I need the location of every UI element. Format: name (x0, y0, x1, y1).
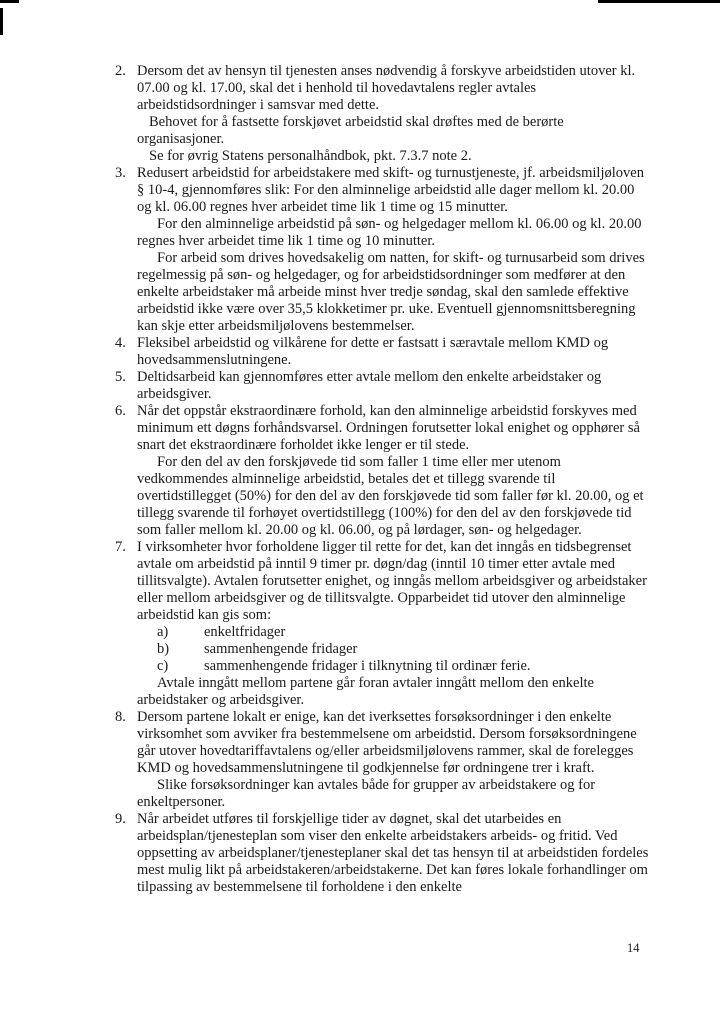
list-item-3 (115, 165, 649, 335)
paragraph: For den alminnelige arbeidstid på søn- og helgedager mellom kl. 06.00 og kl. 20.00 regnes hver arbeidet time lik 1 time og 10 minutter. (137, 216, 642, 249)
scan-artifact-top-left-horizontal (0, 0, 19, 3)
list-item-number: 8. (115, 709, 126, 725)
paragraph: Fleksibel arbeidstid og vilkårene for dette er fastsatt i særavtale mellom KMD og hovedsammenslutningene. (137, 335, 609, 368)
paragraph: Behovet for å fastsette forskjøvet arbeidstid skal drøftes med de berørte organisasjoner. (137, 114, 564, 147)
paragraph: Se for øvrig Statens personalhåndbok, pkt. 7.3.7 note 2. (149, 148, 472, 164)
sublist-item-a (137, 624, 649, 641)
document-body (115, 63, 649, 896)
sublist-item-b (137, 641, 649, 658)
list-item-9 (115, 811, 649, 896)
sublist-label: a) (157, 624, 169, 640)
list-item-number: 9. (115, 811, 126, 827)
list-item-number: 6. (115, 403, 126, 419)
paragraph: Avtale inngått mellom partene går foran avtaler inngått mellom den enkelte arbeidstaker og arbeidsgiver. (137, 675, 594, 708)
page-number: 14 (627, 941, 640, 955)
paragraph: Redusert arbeidstid for arbeidstakere med skift- og turnustjeneste, jf. arbeidsmiljøloven § 10-4, gjennomføres slik: For den alminnelige arbeidstid alle dager mellom kl. 20.00 og kl. 06.00 regnes hver arbeidet time lik 1 time og 15 minutter. (137, 165, 644, 215)
sublist-text: sammenhengende fridager i tilknytning til ordinær ferie. (204, 658, 531, 674)
list-item-2 (115, 63, 649, 165)
sublist-text: enkeltfridager (204, 624, 286, 640)
paragraph: For den del av den forskjøvede tid som faller 1 time eller mer utenom vedkommendes alminnelige arbeidstid, betales det et tillegg svarende til overtidstillegget (50%) for den del av den forskjøvede tid som faller før kl. 20.00, og et tillegg svarende til forhøyet overtidstillegg (100%) for den del av den forskjøvede tid som faller mellom kl. 20.00 og kl. 06.00, og på lørdager, søn- og helgedager. (137, 454, 644, 538)
list-item-number: 4. (115, 335, 126, 351)
paragraph: Når arbeidet utføres til forskjellige tider av døgnet, skal det utarbeides en arbeidsplan/tjenesteplan som viser den enkelte arbeidstakers arbeids- og fritid. Ved oppsetting av arbeidsplaner/tjenesteplaner skal det tas hensyn til at arbeidstiden fordeles mest mulig likt på arbeidstakeren/arbeidstakerne. Det kan føres lokale forhandlinger om tilpassing av bestemmelsene til forholdene i den enkelte (137, 811, 649, 895)
sublist-label: b) (157, 641, 170, 657)
paragraph: For arbeid som drives hovedsakelig om natten, for skift- og turnusarbeid som drives regelmessig på søn- og helgedager, og for arbeidstidsordninger som medfører at den enkelte arbeidstaker må arbeide minst hver tredje søndag, skal den samlede effektive arbeidstid ikke være over 35,5 klokketimer pr. uke. Eventuell gjennomsnittsberegning kan skje etter arbeidsmiljølovens bestemmelser. (137, 250, 645, 334)
list-item-number: 5. (115, 369, 126, 385)
list-item-number: 3. (115, 165, 126, 181)
paragraph: Dersom partene lokalt er enige, kan det iverksettes forsøksordninger i den enkelte virksomhet som avviker fra bestemmelsene om arbeidstid. Dersom forsøksordningene går utover hovedtariffavtalens og/eller arbeidsmiljølovens rammer, skal de forelegges KMD og hovedsammenslutningene til godkjennelse før ordningene trer i kraft. (137, 709, 637, 776)
list-item-number: 2. (115, 63, 126, 79)
list-item-7 (115, 539, 649, 709)
list-item-8 (115, 709, 649, 811)
paragraph: Deltidsarbeid kan gjennomføres etter avtale mellom den enkelte arbeidstaker og arbeidsgiver. (137, 369, 602, 402)
paragraph: Slike forsøksordninger kan avtales både for grupper av arbeidstakere og for enkeltpersoner. (137, 777, 596, 810)
sublist-item-c (137, 658, 649, 675)
paragraph: Når det oppstår ekstraordinære forhold, kan den alminnelige arbeidstid forskyves med minimum ett døgns forhåndsvarsel. Ordningen forutsetter lokal enighet og opphører så snart det ekstraordinære forholdet ikke lenger er til stede. (137, 403, 640, 453)
paragraph: I virksomheter hvor forholdene ligger til rette for det, kan det inngås en tidsbegrenset avtale om arbeidstid på inntil 9 timer pr. døgn/dag (inntil 10 timer etter avtale med tillitsvalgte). Avtalen forutsetter enighet, og inngås mellom arbeidsgiver og arbeidstaker eller mellom arbeidsgiver og de tillitsvalgte. Opparbeidet tid utover den alminnelige arbeidstid kan gis som: (137, 539, 647, 623)
list-item-4 (115, 335, 649, 369)
paragraph: Dersom det av hensyn til tjenesten anses nødvendig å forskyve arbeidstiden utover kl. 07.00 og kl. 17.00, skal det i henhold til hovedavtalens regler avtales arbeidstidsordninger i samsvar med dette. (137, 63, 636, 113)
list-item-6 (115, 403, 649, 539)
sublist-text: sammenhengende fridager (204, 641, 358, 657)
scan-artifact-top-right-horizontal (598, 0, 720, 3)
sublist-label: c) (157, 658, 169, 674)
list-item-5 (115, 369, 649, 403)
list-item-number: 7. (115, 539, 126, 555)
scan-artifact-top-left-vertical (0, 8, 3, 35)
